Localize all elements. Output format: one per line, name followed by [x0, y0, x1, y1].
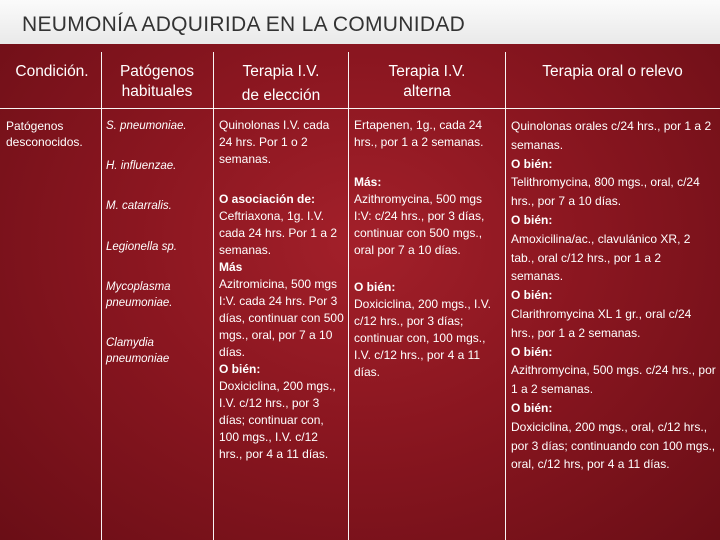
eleccion-entry: Ceftriaxona, 1g. I.V. cada 24 hrs. Por 1 a 2 semanas.: [219, 209, 338, 257]
column-divider: [348, 52, 349, 540]
oral-entry: Quinolonas orales c/24 hrs., por 1 a 2 semanas.: [511, 119, 712, 152]
pathogen-item: Mycoplasma pneumoniae.: [106, 281, 173, 309]
header-patogenos-line2: habituales: [121, 83, 193, 100]
page-title: NEUMONÍA ADQUIRIDA EN LA COMUNIDAD: [22, 13, 466, 36]
eleccion-cell: [219, 117, 344, 463]
header-alterna-line1: Terapia I.V.: [388, 63, 466, 80]
header-eleccion: [215, 62, 347, 106]
oral-label: O bién:: [511, 212, 553, 227]
pathogen-item: M. catarralis.: [106, 200, 172, 212]
eleccion-label: Más: [219, 260, 243, 274]
pathogen-item: S. pneumoniae.: [106, 120, 187, 132]
oral-label: O bién:: [511, 344, 553, 359]
alterna-cell: [354, 117, 502, 381]
header-eleccion-line1: Terapia I.V.: [242, 63, 320, 80]
oral-entry: Amoxicilina/ac., clavulánico XR, 2 tab., oral c/12 hrs., por 1 a 2 semanas.: [511, 231, 691, 284]
header-alterna: [350, 62, 504, 102]
alterna-label: O bién:: [354, 280, 396, 294]
condicion-line2: desconocidos.: [6, 135, 83, 149]
oral-entry: Doxiciclina, 200 mgs., oral, c/12 hrs., por 3 días; continuando con 100 mgs., oral, c/12 hrs, por 4 a 11 días.: [511, 419, 716, 472]
column-divider: [505, 52, 506, 540]
alterna-entry: Doxiciclina, 200 mgs., I.V. c/12 hrs., por 3 días; continuar con, 100 mgs., I.V. c/12 hrs., por 4 a 11 días.: [354, 297, 491, 379]
pathogen-item: Legionella sp.: [106, 241, 177, 253]
header-alterna-line2: alterna: [403, 83, 451, 100]
oral-label: O bién:: [511, 288, 553, 303]
pathogen-item: H. influenzae.: [106, 160, 177, 172]
oral-label: O bién:: [511, 156, 553, 171]
alterna-entry: Ertapenen, 1g., cada 24 hrs., por 1 a 2 semanas.: [354, 118, 484, 149]
eleccion-label: O asociación de:: [219, 192, 316, 206]
oral-cell: [511, 117, 716, 474]
oral-entry: Azithromycina, 500 mgs. c/24 hrs., por 1 a 2 semanas.: [511, 363, 716, 397]
alterna-label: Más:: [354, 175, 382, 189]
header-oral: Terapia oral o relevo: [542, 63, 683, 80]
eleccion-entry: Azitromicina, 500 mgs I:V. cada 24 hrs. Por 3 días, continuar con 500 mgs., oral, por 7 a 10 días.: [219, 277, 344, 359]
oral-entry: Clarithromycina XL 1 gr., oral c/24 hrs., por 1 a 2 semanas.: [511, 306, 692, 340]
pathogen-item: Clamydia pneumoniae: [106, 337, 170, 365]
title-bar: [0, 0, 720, 44]
oral-label: O bién:: [511, 400, 553, 415]
condicion-line1: Patógenos: [6, 119, 64, 133]
eleccion-label: O bién:: [219, 362, 261, 376]
alterna-entry: Azithromycina, 500 mgs I:V: c/24 hrs., por 3 días, continuar con 500 mgs., oral por 7 a 10 días.: [354, 192, 485, 257]
eleccion-entry: Quinolonas I.V. cada 24 hrs. Por 1 o 2 semanas.: [219, 118, 330, 166]
header-patogenos-line1: Patógenos: [119, 63, 195, 80]
header-eleccion-line2: de elección: [241, 87, 321, 104]
eleccion-entry: Doxiciclina, 200 mgs., I.V. c/12 hrs., por 3 días; continuar con, 100 mgs., I.V. c/12 hrs., por 4 a 11 días.: [219, 379, 336, 461]
oral-entry: Telithromycina, 800 mgs., oral, c/24 hrs., por 7 a 10 días.: [511, 175, 700, 209]
condicion-cell: [6, 118, 102, 150]
header-divider: [0, 108, 720, 109]
header-condicion: Condición.: [15, 63, 89, 80]
header-patogenos: [103, 62, 211, 102]
